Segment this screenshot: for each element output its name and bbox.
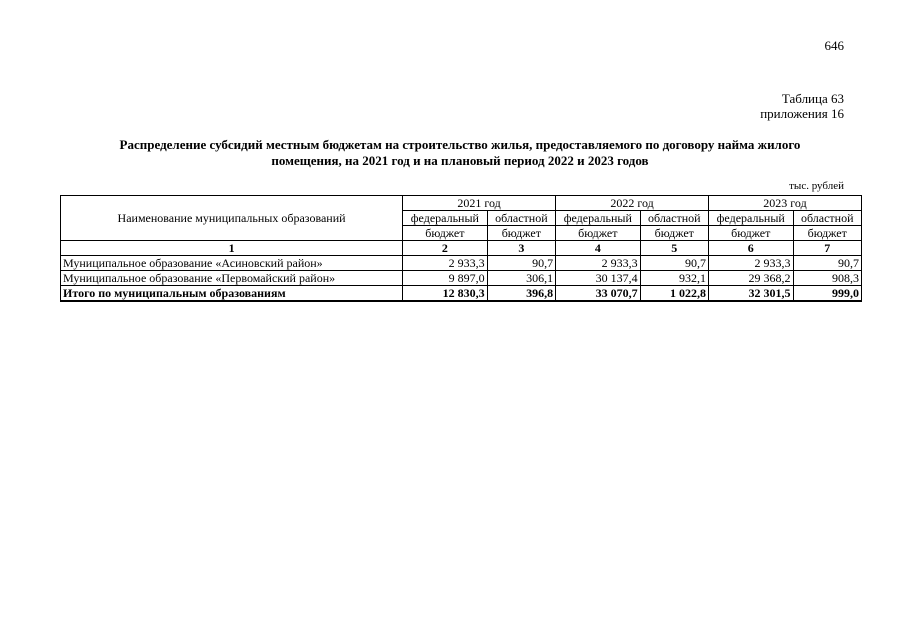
column-number: 7: [793, 241, 861, 256]
column-number: 1: [61, 241, 403, 256]
table-label: [760, 91, 844, 121]
budget-type-header: бюджет: [487, 226, 555, 241]
page-number: 646: [824, 38, 844, 53]
total-label: Итого по муниципальным образованиям: [61, 286, 403, 302]
value-cell: 9 897,0: [403, 271, 488, 286]
value-cell: 908,3: [793, 271, 861, 286]
column-number: 2: [403, 241, 488, 256]
total-value-cell: 1 022,8: [640, 286, 708, 302]
year-header: 2021 год: [403, 196, 556, 211]
budget-type-header: федеральный: [403, 211, 488, 226]
table-row: [61, 256, 862, 271]
budget-type-header: областной: [640, 211, 708, 226]
column-number: 4: [556, 241, 641, 256]
total-value-cell: 999,0: [793, 286, 861, 302]
budget-type-header: бюджет: [403, 226, 488, 241]
budget-type-header: федеральный: [709, 211, 794, 226]
budget-type-header: федеральный: [556, 211, 641, 226]
total-value-cell: 396,8: [487, 286, 555, 302]
budget-type-header: областной: [793, 211, 861, 226]
budget-type-header: бюджет: [793, 226, 861, 241]
municipality-name: Муниципальное образование «Асиновский район»: [61, 256, 403, 271]
value-cell: 30 137,4: [556, 271, 641, 286]
table-label-line: Таблица 63: [781, 91, 844, 106]
table-row: [61, 271, 862, 286]
budget-type-header: областной: [487, 211, 555, 226]
table-label-line: приложения 16: [760, 106, 844, 121]
value-cell: 306,1: [487, 271, 555, 286]
title-line: Распределение субсидий местным бюджетам на строительство жилья, предоставляемого по договору найма жилого: [119, 137, 801, 152]
value-cell: 2 933,3: [556, 256, 641, 271]
budget-type-header: бюджет: [556, 226, 641, 241]
value-cell: 90,7: [487, 256, 555, 271]
total-value-cell: 33 070,7: [556, 286, 641, 302]
document-title: [60, 137, 860, 169]
value-cell: 90,7: [640, 256, 708, 271]
value-cell: 90,7: [793, 256, 861, 271]
column-number: 5: [640, 241, 708, 256]
column-number: 6: [709, 241, 794, 256]
value-cell: 932,1: [640, 271, 708, 286]
value-cell: 29 368,2: [709, 271, 794, 286]
name-column-header: Наименование муниципальных образований: [61, 196, 403, 241]
year-header: 2022 год: [556, 196, 709, 211]
year-header: 2023 год: [709, 196, 862, 211]
units-label: тыс. рублей: [789, 180, 844, 192]
total-row: [61, 286, 862, 302]
value-cell: 2 933,3: [403, 256, 488, 271]
subsidy-table: [60, 195, 862, 302]
budget-type-header: бюджет: [709, 226, 794, 241]
budget-type-header: бюджет: [640, 226, 708, 241]
title-line: помещения, на 2021 год и на плановый период 2022 и 2023 годов: [271, 153, 649, 168]
total-value-cell: 32 301,5: [709, 286, 794, 302]
column-number: 3: [487, 241, 555, 256]
total-value-cell: 12 830,3: [403, 286, 488, 302]
value-cell: 2 933,3: [709, 256, 794, 271]
municipality-name: Муниципальное образование «Первомайский район»: [61, 271, 403, 286]
